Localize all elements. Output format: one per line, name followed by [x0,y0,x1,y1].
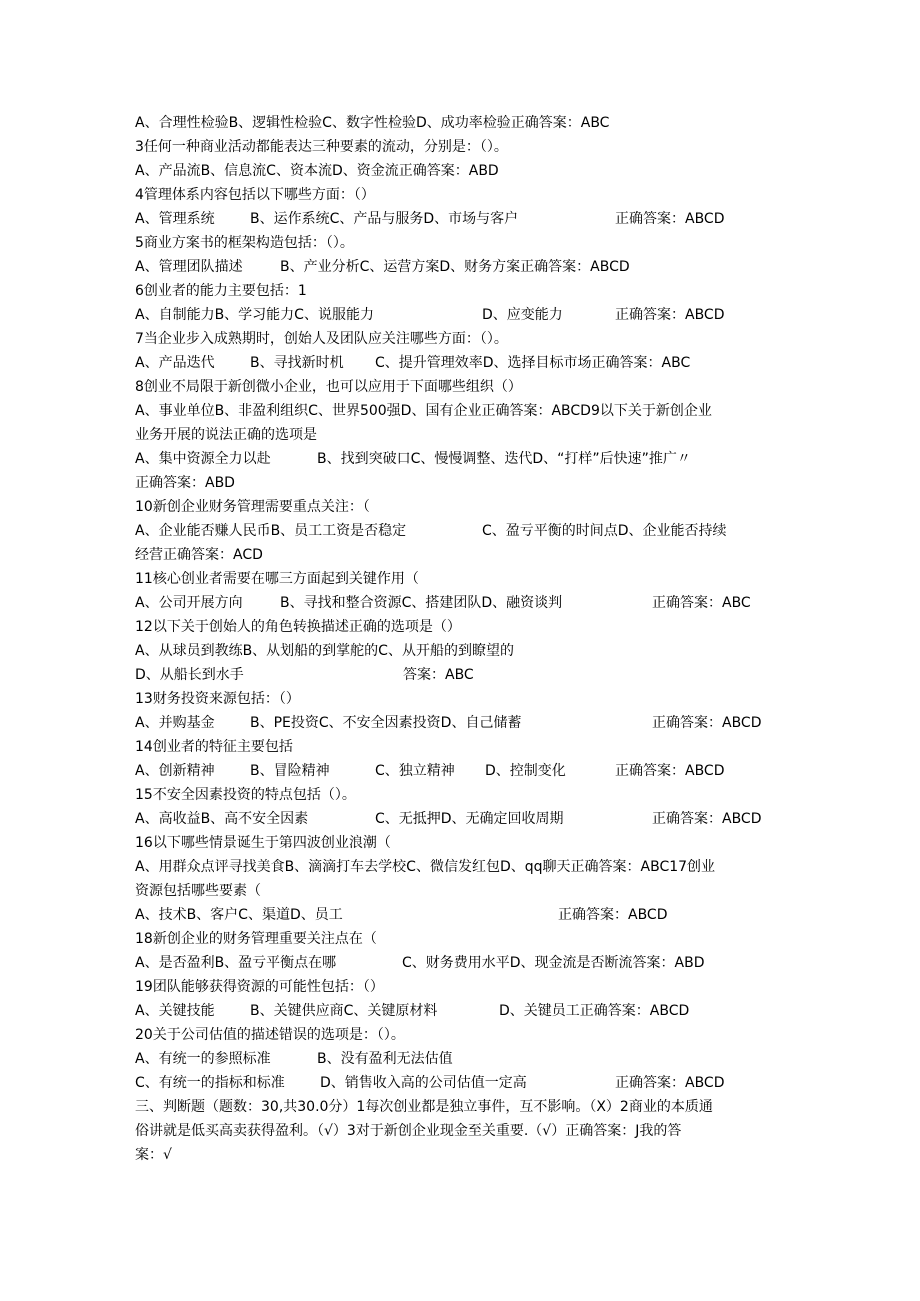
question-stem: 12以下关于创始人的角色转换描述正确的选项是（） [135,619,461,635]
question-options: A、高收益B、高不安全因素 [135,811,309,827]
question-options: A、并购基金 [135,715,215,731]
question-stem: 20关于公司估值的描述错误的选项是：（）。 [135,1027,405,1043]
question-stem: 11核心创业者需要在哪三方面起到关键作用（ [135,571,419,587]
question-options: B、寻找和整合资源C、搭建团队D、融资谈判 [280,595,563,611]
section-heading: 三、判断题（题数：30,共30.0分）1每次创业都是独立事件，互不影响。（X）2商业的本质通 [135,1099,713,1115]
question-stem: 18新创企业的财务管理重要关注点在（ [135,931,377,947]
question-options: A、合理性检验B、逻辑性检验C、数字性检验D、成功率检验正确答案：ABC [135,115,610,131]
question-stem: 4管理体系内容包括以下哪些方面：（） [135,187,375,203]
question-options: D、销售收入高的公司估值一定高 [320,1075,527,1091]
question-stem: 16以下哪些情景诞生于第四波创业浪潮（ [135,835,391,851]
answer-text: 正确答案：ABC [652,595,751,611]
question-stem: 15不安全因素投资的特点包括（）。 [135,787,356,803]
question-options: B、冒险精神 [250,763,330,779]
question-options: B、找到突破口C、慢慢调整、迭代D、“打样”后快速”推广〃 [317,451,691,467]
answer-text: 答案：ABC [403,667,474,683]
answer-text: 正确答案：ABCD [652,811,762,827]
question-options: A、是否盈利B、盈亏平衡点在哪 [135,955,337,971]
question-options: A、从球员到教练B、从划船的到掌舵的C、从开船的到瞭望的 [135,643,514,659]
answer-text: 正确答案：ABCD [615,211,725,227]
question-stem: 7当企业步入成熟期时，创始人及团队应关注哪些方面：（）。 [135,331,508,347]
question-options: D、关键员工正确答案：ABCD [499,1003,690,1019]
question-stem: 6创业者的能力主要包括：1 [135,283,307,299]
question-options: A、企业能否赚人民币B、员工工资是否稳定 [135,523,407,539]
question-stem: 10新创企业财务管理需要重点关注：（ [135,499,370,515]
question-options: C、提升管理效率D、选择目标市场正确答案：ABC [375,355,691,371]
question-options: A、管理团队描述 [135,259,243,275]
answer-text: 正确答案：ABCD [615,763,725,779]
question-options: C、有统一的指标和标准 [135,1075,285,1091]
question-options: A、管理系统 [135,211,215,227]
question-stem: 业务开展的说法正确的选项是 [135,427,317,443]
question-options: B、运作系统C、产品与服务D、市场与客户 [250,211,519,227]
answer-text: 正确答案：ABCD [558,907,668,923]
question-stem: 资源包括哪些要素（ [135,883,261,899]
answer-text: 正确答案：ABCD [652,715,762,731]
question-options: A、创新精神 [135,763,215,779]
question-stem: 13财务投资来源包括：（） [135,691,300,707]
answer-text: 正确答案：ABD [135,475,235,491]
question-options: B、没有盈利无法估值 [317,1051,453,1067]
question-options: B、关键供应商C、关键原材料 [250,1003,438,1019]
question-options: B、PE投资C、不安全因素投资D、自己储蓄 [250,715,522,731]
answer-text: 经营正确答案：ACD [135,547,263,563]
question-stem: 19团队能够获得资源的可能性包括：（） [135,979,384,995]
question-options: B、产业分析C、运营方案D、财务方案正确答案：ABCD [280,259,630,275]
judgment-text: 案：√ [135,1147,172,1163]
question-options: D、应变能力 [482,307,563,323]
question-stem: 3任何一种商业活动都能表达三种要素的流动，分别是：（）。 [135,139,508,155]
question-stem: 14创业者的特征主要包括 [135,739,293,755]
question-options: C、无抵押D、无确定回收周期 [375,811,564,827]
question-options: A、关键技能 [135,1003,215,1019]
question-options: B、寻找新时机 [250,355,344,371]
answer-text: 正确答案：ABCD [615,1075,725,1091]
judgment-text: 俗讲就是低买高卖获得盈利。（√）3对于新创企业现金至关重要.（√）正确答案：J我的答 [135,1123,682,1139]
question-options: A、产品流B、信息流C、资本流D、资金流正确答案：ABD [135,163,499,179]
question-options: A、有统一的参照标准 [135,1051,271,1067]
question-options: D、从船长到水手 [135,667,244,683]
question-options: C、独立精神 [375,763,455,779]
question-options: A、事业单位B、非盈利组织C、世界500强D、国有企业正确答案：ABCD9以下关于新创企业 [135,403,712,419]
answer-text: 正确答案：ABCD [615,307,725,323]
question-options: A、产品迭代 [135,355,215,371]
question-stem: 5商业方案书的框架构造包括：（）。 [135,235,354,251]
question-options: C、盈亏平衡的时间点D、企业能否持续 [482,523,727,539]
question-options: A、公司开展方向 [135,595,243,611]
question-options: D、控制变化 [485,763,566,779]
question-options: A、技术B、客户C、渠道D、员工 [135,907,343,923]
question-options: A、用群众点评寻找美食B、滴滴打车去学校C、微信发红包D、qq聊天正确答案：ABC17创业 [135,859,716,875]
question-options: A、自制能力B、学习能力C、说服能力 [135,307,374,323]
question-options: C、财务费用水平D、现金流是否断流答案：ABD [402,955,705,971]
question-options: A、集中资源全力以赴 [135,451,271,467]
question-stem: 8创业不局限于新创微小企业，也可以应用于下面哪些组织（） [135,379,522,395]
